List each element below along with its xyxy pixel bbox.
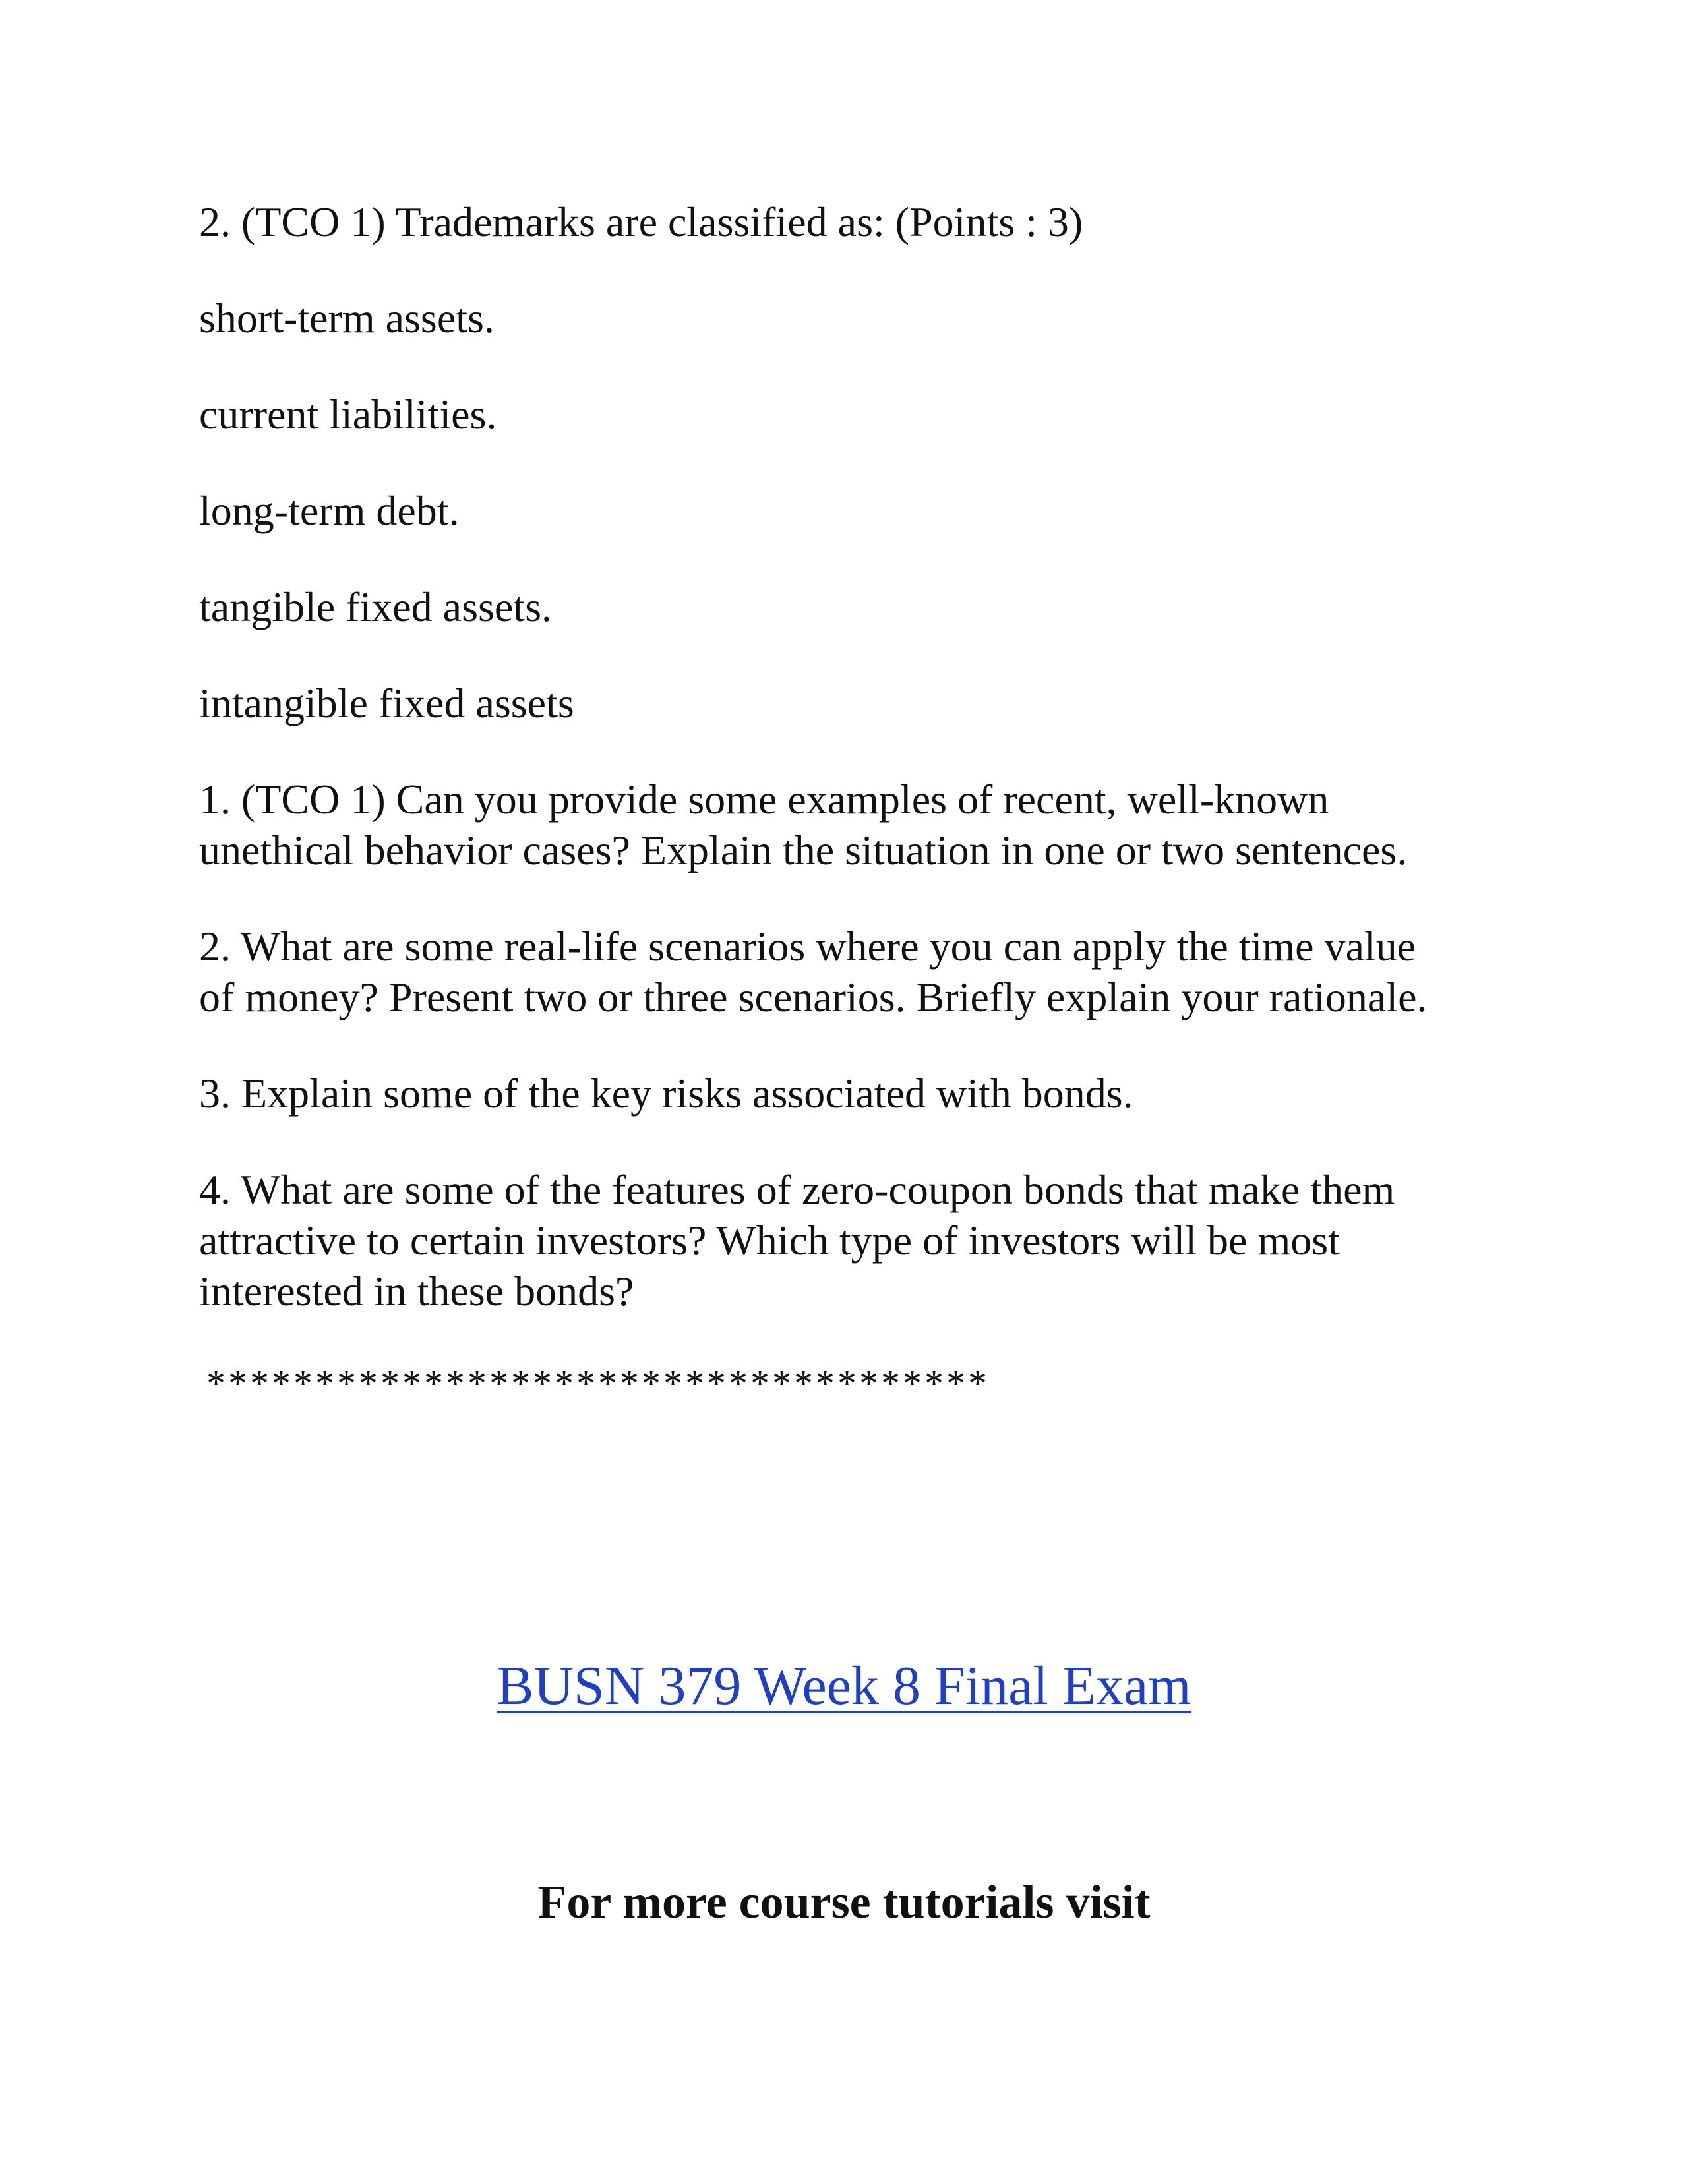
discussion-question-4-line-2: attractive to certain investors? Which type of investors will be most xyxy=(199,1217,1340,1264)
course-tutorials-note: For more course tutorials visit xyxy=(537,1875,1151,1928)
discussion-question-4-line-3: interested in these bonds? xyxy=(199,1268,634,1314)
answer-option xyxy=(199,678,1518,728)
answer-option xyxy=(199,293,1518,343)
answer-option-current-liabilities: current liabilities. xyxy=(199,391,497,438)
answer-option-intangible-fixed-assets: intangible fixed assets xyxy=(199,680,574,726)
discussion-question-1 xyxy=(199,774,1518,875)
answer-option-tangible-fixed-assets: tangible fixed assets. xyxy=(199,583,552,630)
discussion-question-4-line-1: 4. What are some of the features of zero-coupon bonds that make them xyxy=(199,1166,1395,1213)
question-prompt-text: 2. (TCO 1) Trademarks are classified as: (Points : 3) xyxy=(199,198,1083,245)
discussion-question-2-line-1: 2. What are some real-life scenarios where you can apply the time value xyxy=(199,923,1416,970)
asterisk-separator: ************************************ xyxy=(206,1362,990,1405)
discussion-question-2 xyxy=(199,921,1518,1022)
discussion-question-3 xyxy=(199,1068,1518,1119)
question-prompt xyxy=(199,196,1518,247)
discussion-question-1-line-2: unethical behavior cases? Explain the situation in one or two sentences. xyxy=(199,827,1408,873)
discussion-question-2-line-2: of money? Present two or three scenarios. Briefly explain your rationale. xyxy=(199,974,1428,1020)
answer-option-long-term-debt: long-term debt. xyxy=(199,487,460,534)
exam-title-link[interactable]: BUSN 379 Week 8 Final Exam xyxy=(497,1655,1191,1717)
exam-title-container xyxy=(0,1653,1688,1719)
answer-option-short-term-assets: short-term assets. xyxy=(199,295,495,341)
answer-option xyxy=(199,389,1518,440)
answer-option xyxy=(199,485,1518,536)
discussion-question-4 xyxy=(199,1164,1518,1316)
discussion-question-1-line-1: 1. (TCO 1) Can you provide some examples of recent, well-known xyxy=(199,776,1329,823)
discussion-question-3-line-1: 3. Explain some of the key risks associated with bonds. xyxy=(199,1070,1133,1117)
answer-option xyxy=(199,581,1518,632)
